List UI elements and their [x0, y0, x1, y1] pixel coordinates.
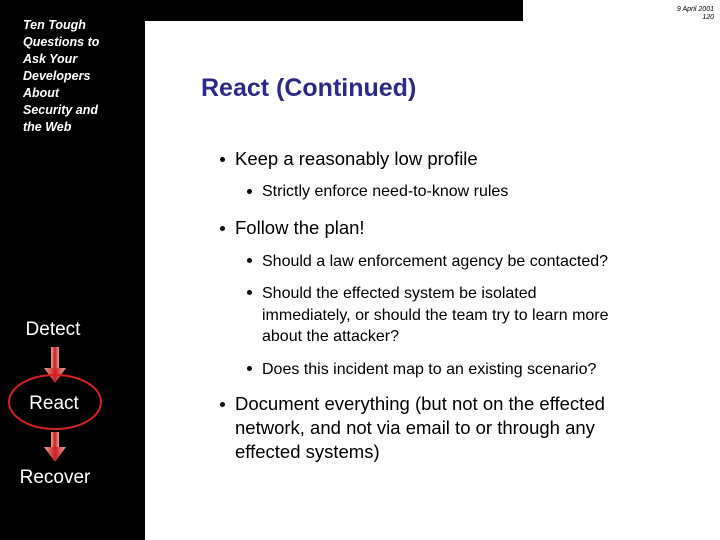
bullet-item: effected systems)	[235, 441, 380, 462]
stage-recover: Recover	[19, 467, 91, 488]
presentation-title-line: Developers	[23, 69, 91, 83]
bullet-item: Follow the plan!	[235, 217, 365, 238]
sub-bullet-item: about the attacker?	[262, 328, 399, 345]
sub-bullet-item: immediately, or should the team try to learn more	[262, 307, 609, 324]
bullet-item: Keep a reasonably low profile	[235, 148, 478, 169]
sub-bullet-item: Does this incident map to an existing scenario?	[262, 361, 597, 378]
bullet-dot	[220, 402, 225, 407]
presentation-title-line: About	[23, 86, 60, 100]
bullet-dot	[247, 366, 252, 371]
sub-bullet-item: Should the effected system be isolated	[262, 285, 537, 302]
presentation-title-line: Ten Tough	[23, 18, 86, 32]
header-bar	[145, 0, 523, 21]
slide-title: React (Continued)	[201, 74, 417, 102]
presentation-title-line: the Web	[23, 120, 72, 134]
sub-bullet-item: Should a law enforcement agency be contacted?	[262, 253, 609, 270]
stage-detect: Detect	[25, 319, 81, 340]
presentation-title-line: Questions to	[23, 35, 100, 49]
bullet-item: network, and not via email to or through any	[235, 417, 595, 438]
bullet-dot	[220, 157, 225, 162]
bullet-dot	[247, 189, 252, 194]
presentation-title-line: Ask Your	[23, 52, 78, 66]
down-arrow-icon	[43, 432, 67, 464]
slide-content	[145, 0, 720, 540]
presentation-title	[23, 17, 135, 136]
sub-bullet-item: Strictly enforce need-to-know rules	[262, 183, 509, 200]
bullet-dot	[220, 226, 225, 231]
bullet-dot	[247, 258, 252, 263]
page-number: 120	[702, 14, 714, 21]
presentation-title-line: Security and	[23, 103, 99, 117]
slide-date	[677, 6, 714, 22]
date-text: 9 April 2001	[676, 6, 714, 13]
stage-react: React	[29, 393, 79, 414]
bullet-dot	[247, 290, 252, 295]
bullet-item: Document everything (but not on the effected	[235, 393, 605, 414]
